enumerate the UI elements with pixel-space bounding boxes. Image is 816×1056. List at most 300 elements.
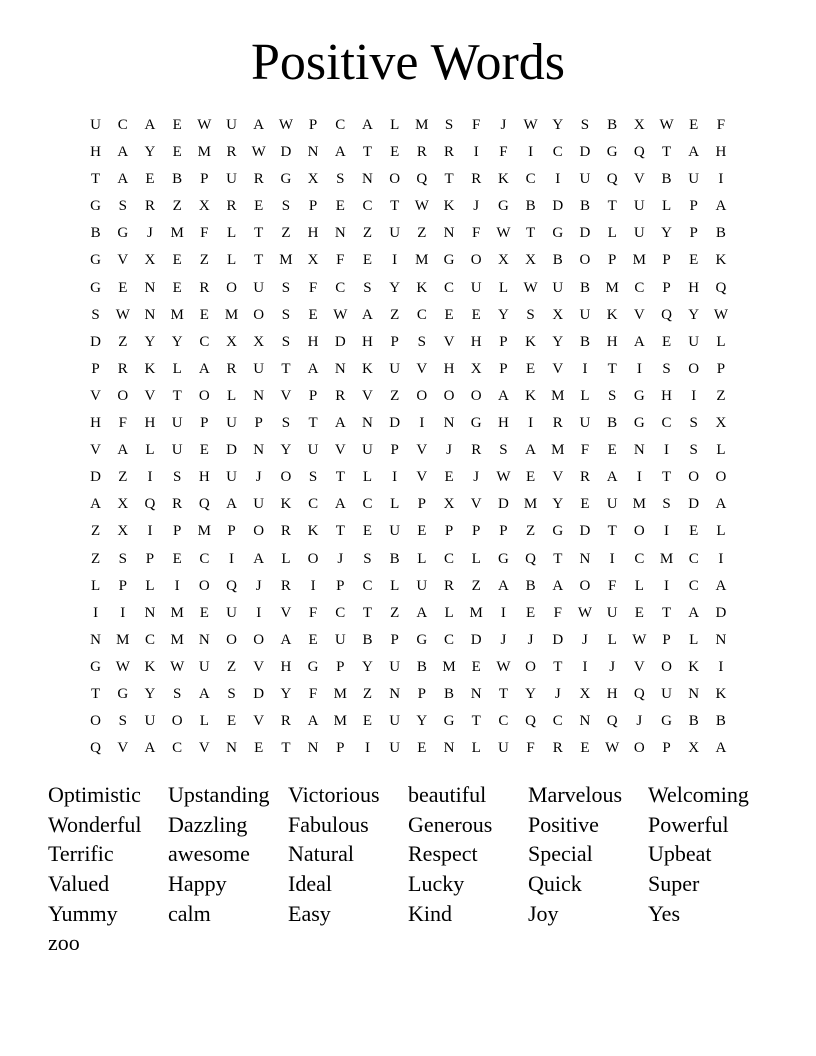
grid-letter: Y [552,117,564,133]
grid-letter: T [281,360,291,377]
grid-letter: A [688,604,700,621]
grid-letter: M [632,252,647,269]
grid-letter: E [526,604,536,621]
grid-letter: V [117,740,129,757]
grid-letter: L [634,577,644,594]
grid-letter: N [362,171,373,188]
grid-letter: X [226,333,237,350]
grid-letter: Y [497,306,509,323]
grid-letter: O [198,387,210,404]
grid-letter: S [336,171,345,188]
grid-letter: V [552,360,564,377]
grid-letter: P [200,415,209,432]
grid-letter: G [90,279,102,296]
grid-letter: O [253,523,265,540]
grid-letter: O [226,631,237,648]
grid-letter: E [199,442,209,459]
grid-letter: S [118,713,127,730]
grid-letter: V [280,604,292,621]
grid-letter: I [528,144,534,161]
grid-letter: E [580,740,590,757]
grid-letter: F [499,144,508,161]
grid-letter: R [444,577,455,594]
grid-letter: Z [362,685,373,702]
grid-letter: T [362,604,373,621]
grid-letter: T [661,469,672,486]
grid-letter: V [416,469,428,486]
grid-letter: W [115,658,130,675]
grid-letter: M [197,144,212,161]
grid-letter: H [307,225,319,242]
grid-letter: P [91,360,100,377]
word-list-item: Natural [288,841,354,867]
grid-letter: E [417,740,427,757]
word-list-item: Upstanding [168,782,270,807]
grid-letter: D [389,415,401,432]
grid-letter: R [335,387,346,404]
grid-letter: Z [526,523,536,540]
grid-letter: M [551,442,565,459]
grid-letter: A [334,144,346,161]
grid-letter: G [90,658,102,675]
grid-letter: L [145,577,155,594]
grid-letter: W [251,144,266,161]
grid-letter: E [335,198,345,215]
grid-letter: I [364,740,370,757]
grid-letter: I [555,171,561,188]
grid-letter: X [633,117,645,133]
grid-letter: M [523,496,538,513]
word-list-item: Ideal [288,871,332,897]
grid-letter: D [688,496,700,513]
grid-letter: O [416,387,428,404]
grid-letter: O [307,550,319,567]
grid-letter: S [363,279,372,296]
grid-letter: D [90,333,102,350]
grid-letter: L [607,225,617,242]
grid-letter: L [607,631,617,648]
grid-letter: N [470,685,482,702]
grid-letter: I [528,415,534,432]
grid-letter: L [226,387,237,404]
grid-letter: H [715,144,727,161]
grid-letter: J [255,577,262,594]
grid-letter: Z [390,604,400,621]
grid-letter: U [253,496,265,513]
grid-letter: A [253,550,265,567]
grid-letter: L [390,496,400,513]
grid-letter: A [715,577,727,594]
grid-letter: E [172,279,182,296]
grid-letter: R [117,360,128,377]
grid-letter: R [280,577,291,594]
grid-letter: R [471,171,482,188]
grid-letter: U [253,360,265,377]
grid-letter: C [362,198,373,215]
grid-letter: U [90,117,102,133]
grid-letter: X [307,252,319,269]
grid-letter: M [605,279,619,296]
grid-letter: O [579,252,591,269]
grid-letter: N [579,713,591,730]
grid-letter: L [689,631,699,648]
grid-letter: E [172,144,182,161]
grid-letter: B [715,713,726,730]
grid-letter: Y [552,333,564,350]
grid-letter: T [172,387,182,404]
grid-letter: Y [171,333,183,350]
grid-letter: U [470,279,482,296]
grid-letter: U [389,740,401,757]
grid-letter: H [90,415,102,432]
grid-letter: E [444,469,454,486]
grid-letter: N [253,387,265,404]
grid-letter: F [118,415,127,432]
grid-letter: T [498,685,508,702]
grid-letter: Q [144,496,156,513]
grid-letter: S [281,198,291,215]
grid-letter: T [553,658,563,675]
grid-letter: I [147,469,153,486]
grid-letter: E [526,469,536,486]
grid-letter: I [664,442,670,459]
grid-letter: R [226,198,237,215]
grid-letter: L [471,740,481,757]
grid-letter: N [362,415,373,432]
grid-letter: U [389,658,401,675]
grid-letter: D [715,604,727,621]
grid-letter: E [362,713,373,730]
grid-letter: X [525,252,537,269]
grid-letter: H [362,333,373,350]
grid-letter: E [634,604,644,621]
grid-letter: C [308,496,319,513]
grid-letter: S [689,415,698,432]
grid-letter: W [659,117,674,133]
grid-letter: M [116,631,130,648]
grid-letter: Q [226,577,237,594]
grid-letter: C [634,550,645,567]
grid-letter: A [497,387,509,404]
grid-letter: T [335,469,345,486]
grid-letter: P [336,658,345,675]
grid-letter: R [471,442,482,459]
grid-letter: P [662,252,671,269]
grid-letter: D [552,631,564,648]
grid-letter: P [607,252,617,269]
grid-letter: D [579,523,591,540]
grid-letter: M [442,658,456,675]
grid-letter: U [633,225,645,242]
grid-letter: Y [280,442,292,459]
grid-letter: S [281,306,291,323]
grid-letter: Q [90,740,102,757]
grid-letter: E [607,442,617,459]
grid-letter: A [226,496,237,513]
grid-letter: A [334,415,346,432]
grid-letter: Q [633,144,645,161]
grid-letter: R [172,496,183,513]
grid-letter: M [170,604,184,621]
grid-letter: U [226,469,237,486]
grid-letter: T [553,550,563,567]
grid-letter: T [471,713,481,730]
grid-letter: A [416,604,428,621]
grid-letter: Y [552,496,564,513]
grid-letter: F [336,252,345,269]
grid-letter: F [580,442,590,459]
grid-letter: P [417,496,427,513]
grid-letter: C [661,415,672,432]
grid-letter: T [91,171,101,188]
grid-letter: P [227,523,236,540]
grid-letter: J [446,442,452,459]
grid-letter: S [689,442,698,459]
grid-letter: G [416,631,428,648]
grid-letter: B [172,171,183,188]
grid-letter: G [117,225,129,242]
grid-letter: Q [525,713,537,730]
grid-letter: L [91,577,101,594]
grid-letter: Z [362,225,373,242]
grid-letter: Z [716,387,726,404]
grid-letter: B [525,198,536,215]
grid-letter: H [443,360,455,377]
grid-letter: I [582,360,588,377]
grid-letter: E [689,523,699,540]
grid-letter: N [144,306,156,323]
grid-letter: E [199,604,209,621]
grid-letter: B [552,252,563,269]
grid-letter: C [634,279,645,296]
grid-letter: K [280,496,292,513]
grid-letter: G [606,144,618,161]
grid-letter: C [688,550,699,567]
grid-letter: J [527,631,534,648]
grid-letter: K [443,198,455,215]
grid-letter: I [664,523,670,540]
grid-letter: P [254,415,263,432]
grid-letter: E [172,252,182,269]
grid-letter: S [363,550,372,567]
grid-letter: H [280,658,292,675]
grid-letter: S [662,360,671,377]
grid-letter: U [579,171,591,188]
grid-letter: I [229,550,235,567]
grid-letter: G [117,685,129,702]
grid-letter: V [117,252,129,269]
grid-letter: M [333,685,347,702]
grid-letter: N [389,685,401,702]
grid-letter: S [118,198,127,215]
grid-letter: R [280,713,291,730]
grid-letter: N [198,631,210,648]
grid-letter: E [471,306,481,323]
grid-letter: C [552,713,563,730]
grid-letter: T [335,523,345,540]
grid-letter: E [172,117,182,133]
grid-letter: V [90,442,102,459]
grid-letter: N [443,740,455,757]
grid-letter: M [197,523,212,540]
grid-letter: P [499,333,508,350]
grid-letter: S [227,685,236,702]
grid-letter: C [335,117,346,133]
word-list [48,780,768,958]
grid-letter: U [253,279,265,296]
grid-letter: K [362,360,373,377]
grid-letter: P [390,442,399,459]
grid-letter: P [308,198,318,215]
grid-letter: C [335,279,346,296]
grid-letter: G [443,252,455,269]
grid-letter: I [419,415,425,432]
grid-letter: O [253,631,265,648]
grid-letter: U [661,685,672,702]
grid-letter: M [224,306,239,323]
grid-letter: E [689,117,699,133]
grid-letter: A [688,144,700,161]
grid-letter: L [716,333,726,350]
grid-letter: S [281,333,291,350]
grid-letter: A [307,360,319,377]
grid-letter: L [580,387,590,404]
grid-letter: C [144,631,155,648]
grid-letter: E [199,306,209,323]
grid-letter: A [497,577,509,594]
grid-letter: Z [172,198,182,215]
grid-letter: K [606,306,618,323]
grid-letter: B [90,225,101,242]
grid-letter: Z [226,658,237,675]
grid-letter: C [335,604,346,621]
word-list-item: Happy [168,871,227,897]
word-list-item: Dazzling [168,811,248,837]
word-list-item: Special [528,841,593,867]
grid-letter: C [444,550,455,567]
grid-letter: I [718,658,724,675]
grid-letter: P [390,333,399,350]
grid-letter: Z [471,577,481,594]
grid-letter: A [253,117,265,133]
grid-letter: U [497,740,509,757]
grid-letter: Y [525,685,537,702]
grid-letter: K [525,387,537,404]
grid-letter: E [362,252,373,269]
grid-letter: E [254,198,264,215]
grid-letter: B [362,631,373,648]
grid-letter: W [523,279,538,296]
grid-letter: K [416,279,428,296]
grid-letter: S [580,117,590,133]
grid-letter: E [362,523,373,540]
grid-letter: M [170,225,184,242]
grid-letter: O [389,171,401,188]
grid-letter: U [579,415,591,432]
grid-letter: O [198,577,210,594]
grid-letter: J [255,469,262,486]
grid-letter: Z [199,252,209,269]
grid-letter: U [688,333,700,350]
word-list-item: beautiful [408,782,487,807]
grid-letter: V [144,387,156,404]
grid-letter: O [633,740,645,757]
grid-letter: U [198,658,210,675]
grid-letter: V [443,333,455,350]
grid-letter: V [253,713,265,730]
grid-letter: J [473,469,480,486]
word-list-item: Super [648,871,700,897]
grid-letter: H [470,333,482,350]
grid-letter: L [716,442,726,459]
grid-letter: G [443,713,455,730]
grid-letter: A [198,685,210,702]
grid-letter: F [472,225,481,242]
grid-letter: J [636,713,643,730]
grid-letter: U [144,713,156,730]
grid-letter: W [115,306,130,323]
grid-letter: G [280,171,292,188]
grid-letter: J [500,631,507,648]
grid-letter: T [91,685,101,702]
grid-letter: I [473,144,479,161]
grid-letter: M [279,252,293,269]
grid-letter: X [497,252,509,269]
grid-letter: S [172,685,182,702]
grid-letter: Y [688,306,700,323]
grid-letter: D [579,144,591,161]
grid-letter: A [198,360,210,377]
grid-letter: U [226,415,237,432]
grid-letter: U [226,117,237,133]
grid-letter: F [308,279,318,296]
grid-letter: F [526,740,535,757]
grid-letter: W [170,658,185,675]
grid-letter: Y [416,713,428,730]
grid-letter: J [554,685,561,702]
grid-letter: S [91,306,100,323]
grid-letter: P [390,631,399,648]
grid-letter: P [662,631,671,648]
grid-letter: W [632,631,647,648]
grid-letter: O [688,360,700,377]
grid-letter: B [661,171,672,188]
grid-letter: K [144,360,156,377]
grid-letter: J [500,117,507,133]
word-list-item: Upbeat [648,841,712,867]
word-list-item: Victorious [288,782,380,807]
grid-letter: X [144,252,156,269]
grid-letter: I [310,577,316,594]
grid-letter: C [172,740,183,757]
grid-letter: I [392,252,398,269]
grid-letter: Y [661,225,672,242]
grid-letter: W [278,117,293,133]
grid-letter: L [444,604,454,621]
grid-letter: W [197,117,212,133]
grid-letter: H [606,333,618,350]
grid-letter: N [253,442,265,459]
grid-letter: R [444,144,455,161]
grid-letter: I [174,577,180,594]
grid-letter: R [253,171,264,188]
grid-letter: C [688,577,699,594]
grid-letter: R [552,740,563,757]
grid-letter: Z [91,550,101,567]
grid-letter: N [144,279,156,296]
grid-letter: J [582,631,588,648]
grid-letter: N [633,442,645,459]
